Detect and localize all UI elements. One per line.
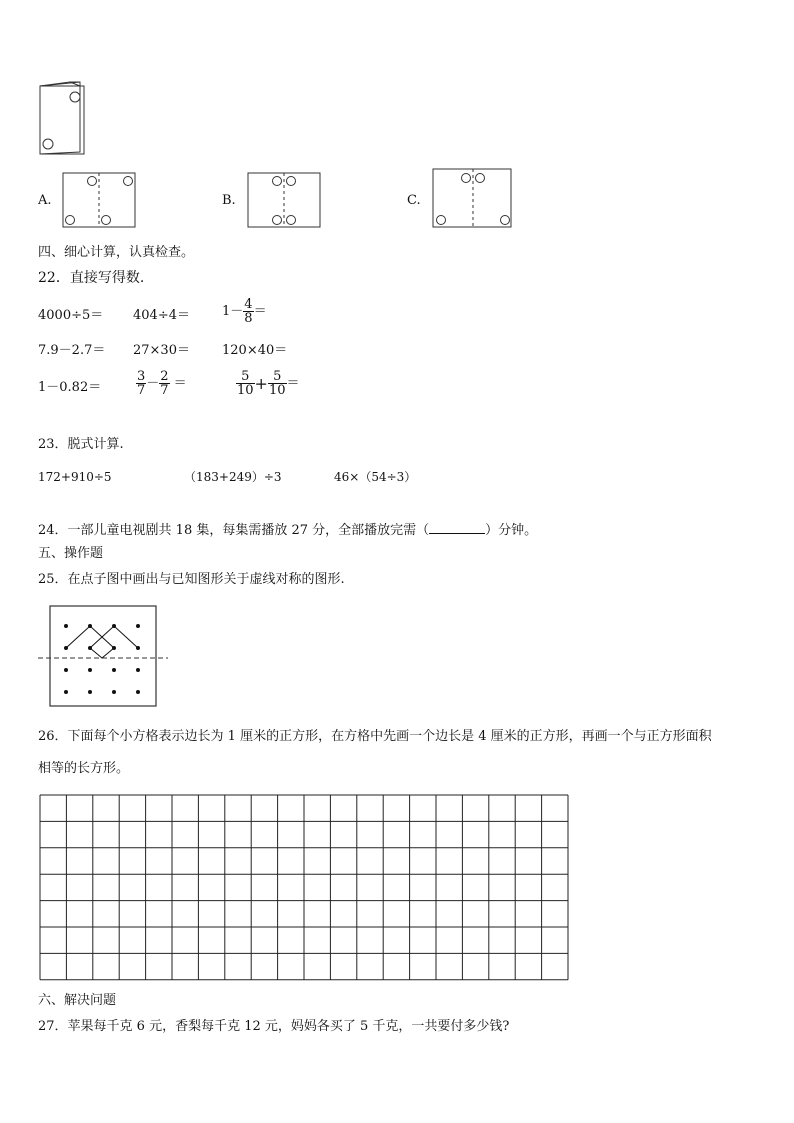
- q26-line-2: 相等的长方形。: [38, 761, 130, 776]
- q22-item-6: 120×40＝: [222, 343, 288, 358]
- q22-item-1: 4000÷5＝: [38, 308, 104, 323]
- option-b-figure[interactable]: [247, 172, 323, 230]
- q22-item-5: 27×30＝: [133, 343, 190, 358]
- q23-item-3: 46×（54÷3）: [334, 470, 417, 484]
- option-a-figure[interactable]: [62, 172, 138, 230]
- square-grid[interactable]: [39, 794, 571, 980]
- folded-paper-figure: [36, 76, 96, 166]
- dot-grid-figure[interactable]: [38, 604, 170, 708]
- q25-title: 25．在点子图中画出与已知图形关于虚线对称的图形.: [38, 572, 345, 587]
- section-5-heading: 五、操作题: [38, 546, 104, 561]
- hole-circle: [43, 139, 53, 149]
- q22-item-4: 7.9－2.7＝: [38, 343, 106, 358]
- option-b-label: B.: [222, 193, 236, 208]
- option-c-figure[interactable]: [432, 168, 514, 230]
- q23-item-1: 172+910÷5: [38, 470, 112, 484]
- option-a-label: A.: [38, 193, 52, 208]
- q24-answer-blank[interactable]: [429, 521, 485, 534]
- q23-title: 23．脱式计算.: [38, 437, 124, 452]
- q22-item-7: 1－0.82＝: [38, 380, 102, 395]
- option-c-label: C.: [407, 193, 421, 208]
- q22-title: 22．直接写得数.: [38, 270, 145, 286]
- q22-item-8: $\frac{3}{7}$ － $\frac{2}{7}$ ＝: [137, 369, 187, 398]
- section-4-heading: 四、细心计算，认真检查。: [38, 245, 195, 260]
- q23-item-2: （183+249）÷3: [184, 470, 282, 484]
- hole-circle: [70, 92, 80, 102]
- section-6-heading: 六、解决问题: [38, 993, 117, 1008]
- q22-item-9: $\frac{5}{10}$ + $\frac{5}{10}$ ＝: [237, 369, 300, 398]
- q22-item-3: 1－ $\frac{4}{8}$ ＝: [222, 297, 267, 326]
- q26-line-1: 26．下面每个小方格表示边长为 1 厘米的正方形，在方格中先画一个边长是 4 厘米的正方形，再画一个与正方形面积: [38, 729, 712, 744]
- q27-question: 27．苹果每千克 6 元，香梨每千克 12 元，妈妈各买了 5 千克，一共要付多少钱?: [38, 1019, 510, 1034]
- q24-question: 24．一部儿童电视剧共 18 集，每集需播放 27 分，全部播放完需（ ）分钟。: [38, 523, 538, 538]
- q22-item-2: 404÷4＝: [133, 308, 190, 323]
- given-shape: [66, 626, 138, 658]
